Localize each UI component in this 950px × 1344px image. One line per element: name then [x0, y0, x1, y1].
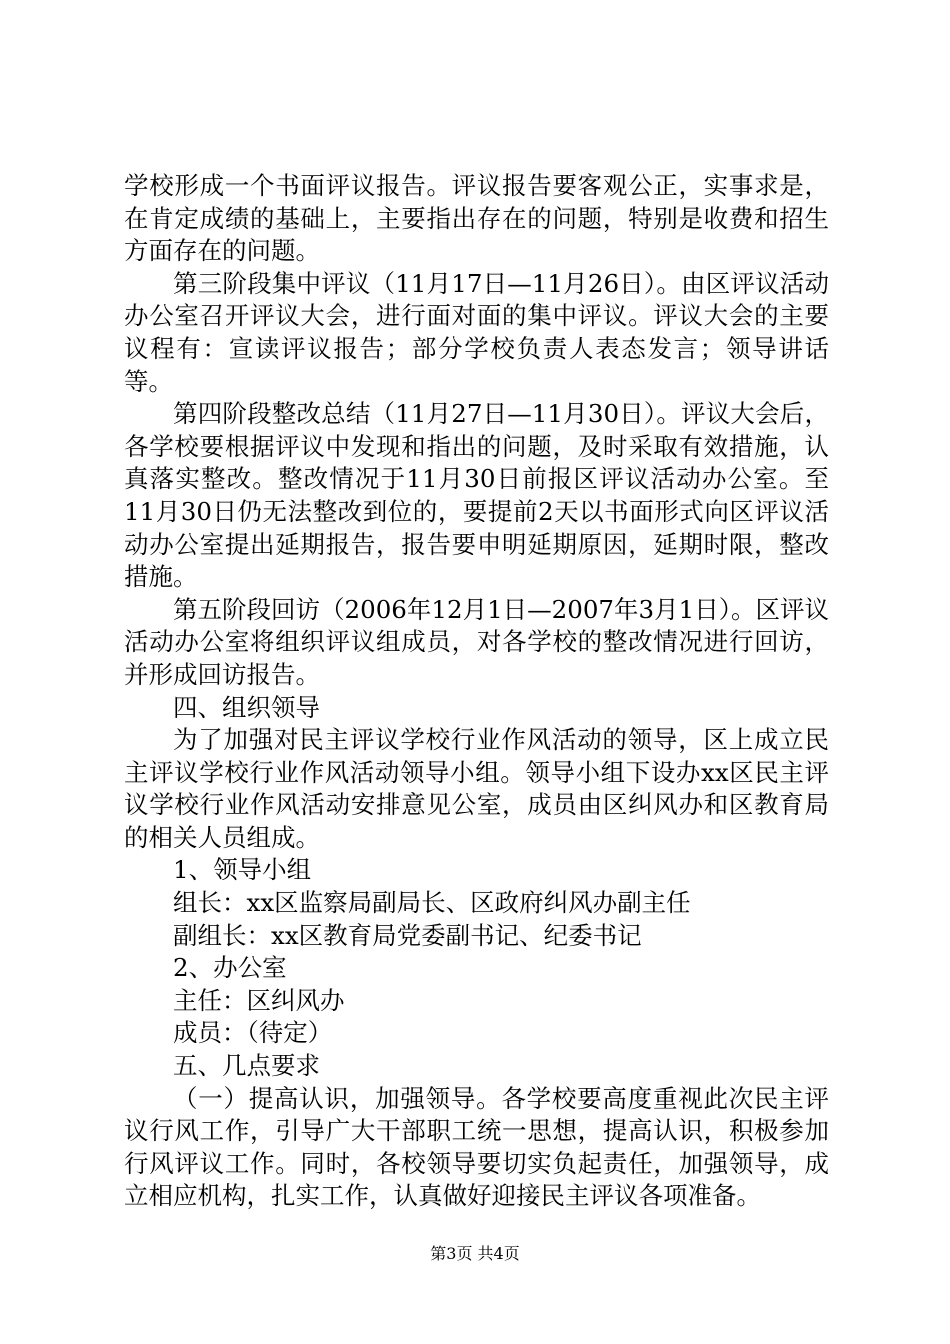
paragraph-4: 第五阶段回访（2006年12月1日—2007年3月1日）。区评议活动办公室将组织评议组成员，对各学校的整改情况进行回访，并形成回访报告。: [124, 594, 829, 689]
subheading-leading-group: 1、领导小组: [173, 855, 312, 885]
subheading-office: 2、办公室: [173, 953, 287, 983]
director-line: 主任：区纠风办: [173, 985, 345, 1015]
page-number-footer: 第3页 共4页: [430, 1244, 520, 1263]
deputy-leader-line: 副组长：xx区教育局党委副书记、纪委书记: [173, 920, 642, 950]
paragraph-6: 为了加强对民主评议学校行业作风活动的领导，区上成立民主评议学校行业作风活动领导小组。领导小组下设办xx区民主评议学校行业作风活动安排意见公室，成员由区纠风办和区教育局的相关人员组成。: [124, 725, 829, 852]
body-text: [124, 170, 829, 1213]
section-heading-4: 四、组织领导: [173, 692, 320, 722]
section-heading-5: 五、几点要求: [173, 1051, 320, 1081]
paragraph-2: 第三阶段集中评议（11月17日—11月26日）。由区评议活动办公室召开评议大会，进行面对面的集中评议。评议大会的主要议程有：宣读评议报告；部分学校负责人表态发言；领导讲话等。: [124, 268, 829, 396]
paragraph-1: 学校形成一个书面评议报告。评议报告要客观公正，实事求是，在肯定成绩的基础上，主要指出存在的问题，特别是收费和招生方面存在的问题。: [124, 171, 829, 266]
members-line: 成员：（待定）: [173, 1018, 333, 1048]
paragraph-3: 第四阶段整改总结（11月27日—11月30日）。评议大会后，各学校要根据评议中发现和指出的问题，及时采取有效措施，认真落实整改。整改情况于11月30日前报区评议活动办公室。至11月30日仍无法整改到位的，要提前2天以书面形式向区评议活动办公室提出延期报告，报告要申明延期原因，延期时限，整改措施。: [124, 399, 829, 592]
paragraph-14: （一）提高认识，加强领导。各学校要高度重视此次民主评议行风工作，引导广大干部职工统一思想，提高认识，积极参加行风评议工作。同时，各校领导要切实负起责任，加强领导，成立相应机构，扎实工作，认真做好迎接民主评议各项准备。: [124, 1083, 829, 1211]
group-leader-line: 组长：xx区监察局副局长、区政府纠风办副主任: [173, 888, 691, 918]
